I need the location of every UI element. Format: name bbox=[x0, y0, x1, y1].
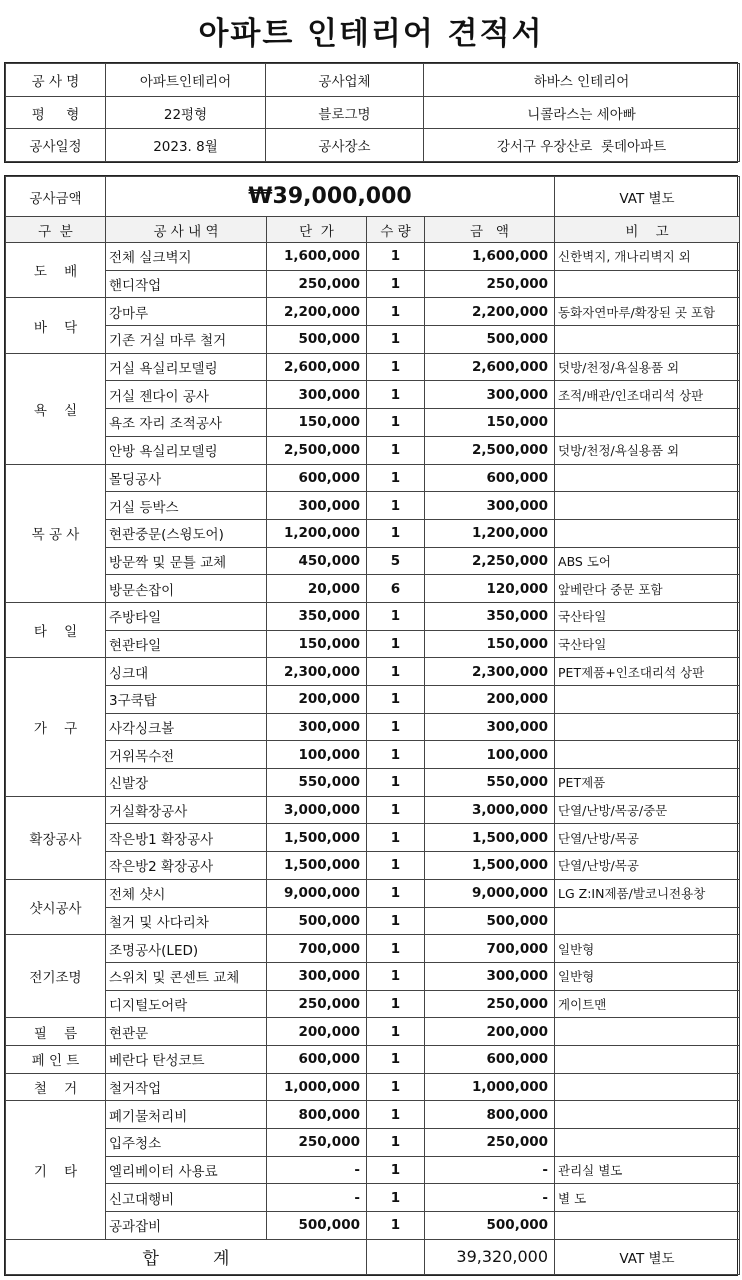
amount-cell: 150,000 bbox=[425, 409, 555, 437]
table-row bbox=[6, 381, 740, 409]
amount-cell: 600,000 bbox=[425, 464, 555, 492]
table-row bbox=[6, 270, 740, 298]
note-cell bbox=[555, 907, 740, 935]
table-row bbox=[6, 658, 740, 686]
unit-price-cell: 20,000 bbox=[267, 575, 367, 603]
table-row bbox=[6, 1129, 740, 1157]
amount-cell: 600,000 bbox=[425, 1045, 555, 1073]
qty-cell: 1 bbox=[367, 1101, 425, 1129]
unit-price-cell: 500,000 bbox=[267, 1212, 367, 1240]
note-cell: 국산타일 bbox=[555, 630, 740, 658]
table-row bbox=[6, 1184, 740, 1212]
qty-cell: 1 bbox=[367, 935, 425, 963]
item-cell: 스위치 및 콘센트 교체 bbox=[106, 962, 267, 990]
unit-price-cell: 500,000 bbox=[267, 907, 367, 935]
unit-price-cell: 700,000 bbox=[267, 935, 367, 963]
note-cell: 신한벽지, 개나리벽지 외 bbox=[555, 243, 740, 271]
qty-cell: 1 bbox=[367, 464, 425, 492]
note-cell bbox=[555, 270, 740, 298]
qty-cell: 1 bbox=[367, 519, 425, 547]
item-cell: 방문손잡이 bbox=[106, 575, 267, 603]
qty-cell: 1 bbox=[367, 270, 425, 298]
note-cell: 동화자연마루/확장된 곳 포함 bbox=[555, 298, 740, 326]
item-cell: 현관문 bbox=[106, 1018, 267, 1046]
info-value: 니콜라스는 세아빠 bbox=[424, 97, 740, 129]
header-note: 비 고 bbox=[555, 217, 740, 243]
note-cell bbox=[555, 492, 740, 520]
qty-cell: 1 bbox=[367, 769, 425, 797]
note-cell bbox=[555, 409, 740, 437]
total-note: VAT 별도 bbox=[555, 1239, 740, 1274]
note-cell: 덧방/천정/욕실용품 외 bbox=[555, 353, 740, 381]
amount-cell: 2,500,000 bbox=[425, 436, 555, 464]
qty-cell: 1 bbox=[367, 1212, 425, 1240]
category-cell: 욕 실 bbox=[6, 353, 106, 464]
table-row bbox=[6, 1018, 740, 1046]
qty-cell: 1 bbox=[367, 436, 425, 464]
table-row bbox=[6, 1212, 740, 1240]
amount-cell: 700,000 bbox=[425, 935, 555, 963]
table-row bbox=[6, 492, 740, 520]
item-cell: 기존 거실 마루 철거 bbox=[106, 326, 267, 354]
qty-cell: 1 bbox=[367, 1018, 425, 1046]
unit-price-cell: 1,200,000 bbox=[267, 519, 367, 547]
category-cell: 페 인 트 bbox=[6, 1045, 106, 1073]
table-row bbox=[6, 464, 740, 492]
note-cell bbox=[555, 713, 740, 741]
unit-price-cell: 2,600,000 bbox=[267, 353, 367, 381]
qty-cell: 1 bbox=[367, 1045, 425, 1073]
page-title: 아파트 인테리어 견적서 bbox=[198, 15, 544, 52]
header-category: 구 분 bbox=[6, 217, 106, 243]
info-row bbox=[6, 97, 740, 129]
table-row bbox=[6, 741, 740, 769]
unit-price-cell: 2,200,000 bbox=[267, 298, 367, 326]
amount-cell: 9,000,000 bbox=[425, 879, 555, 907]
table-row bbox=[6, 326, 740, 354]
table-row bbox=[6, 1045, 740, 1073]
total-label: 합 계 bbox=[6, 1239, 367, 1274]
unit-price-cell: 3,000,000 bbox=[267, 796, 367, 824]
qty-cell: 1 bbox=[367, 824, 425, 852]
info-label: 블로그명 bbox=[266, 97, 424, 129]
item-cell: 작은방1 확장공사 bbox=[106, 824, 267, 852]
qty-cell: 5 bbox=[367, 547, 425, 575]
unit-price-cell: 2,300,000 bbox=[267, 658, 367, 686]
item-cell: 거실 젠다이 공사 bbox=[106, 381, 267, 409]
amount-cell: 350,000 bbox=[425, 602, 555, 630]
info-value: 아파트인테리어 bbox=[106, 64, 266, 97]
qty-cell: 1 bbox=[367, 879, 425, 907]
item-cell: 현관중문(스윙도어) bbox=[106, 519, 267, 547]
info-label: 공사업체 bbox=[266, 64, 424, 97]
info-value: 2023. 8월 bbox=[106, 129, 266, 162]
category-cell: 가 구 bbox=[6, 658, 106, 796]
total-spacer bbox=[367, 1239, 425, 1274]
note-cell: 게이트맨 bbox=[555, 990, 740, 1018]
qty-cell: 1 bbox=[367, 381, 425, 409]
amount-cell: 120,000 bbox=[425, 575, 555, 603]
item-cell: 베란다 탄성코트 bbox=[106, 1045, 267, 1073]
qty-cell: 1 bbox=[367, 602, 425, 630]
item-cell: 핸디작업 bbox=[106, 270, 267, 298]
category-cell: 바 닥 bbox=[6, 298, 106, 353]
header-unit: 단 가 bbox=[267, 217, 367, 243]
note-cell: 단열/난방/목공 bbox=[555, 852, 740, 880]
header-item: 공 사 내 역 bbox=[106, 217, 267, 243]
qty-cell: 1 bbox=[367, 1073, 425, 1101]
info-value: 22평형 bbox=[106, 97, 266, 129]
table-row bbox=[6, 769, 740, 797]
table-row bbox=[6, 519, 740, 547]
qty-cell: 6 bbox=[367, 575, 425, 603]
note-cell bbox=[555, 1129, 740, 1157]
qty-cell: 1 bbox=[367, 353, 425, 381]
note-cell: 앞베란다 중문 포함 bbox=[555, 575, 740, 603]
unit-price-cell: 100,000 bbox=[267, 741, 367, 769]
table-row bbox=[6, 575, 740, 603]
item-cell: 입주청소 bbox=[106, 1129, 267, 1157]
info-row bbox=[6, 64, 740, 97]
total-row bbox=[6, 1239, 740, 1274]
unit-price-cell: 300,000 bbox=[267, 713, 367, 741]
note-cell: 단열/난방/목공/중문 bbox=[555, 796, 740, 824]
amount-cell: 500,000 bbox=[425, 326, 555, 354]
table-row bbox=[6, 1156, 740, 1184]
table-row bbox=[6, 686, 740, 714]
table-row bbox=[6, 547, 740, 575]
unit-price-cell: 200,000 bbox=[267, 1018, 367, 1046]
amount-cell: 500,000 bbox=[425, 1212, 555, 1240]
table-row bbox=[6, 907, 740, 935]
unit-price-cell: 9,000,000 bbox=[267, 879, 367, 907]
unit-price-cell: 200,000 bbox=[267, 686, 367, 714]
amount-cell: 300,000 bbox=[425, 492, 555, 520]
table-row bbox=[6, 602, 740, 630]
item-cell: 사각싱크볼 bbox=[106, 713, 267, 741]
category-cell: 확장공사 bbox=[6, 796, 106, 879]
unit-price-cell: 250,000 bbox=[267, 1129, 367, 1157]
unit-price-cell: 150,000 bbox=[267, 630, 367, 658]
item-cell: 거위목수전 bbox=[106, 741, 267, 769]
amount-cell: 800,000 bbox=[425, 1101, 555, 1129]
item-cell: 전체 실크벽지 bbox=[106, 243, 267, 271]
item-cell: 철거작업 bbox=[106, 1073, 267, 1101]
amount-cell: 200,000 bbox=[425, 686, 555, 714]
unit-price-cell: 500,000 bbox=[267, 326, 367, 354]
category-cell: 전기조명 bbox=[6, 935, 106, 1018]
info-label: 공 사 명 bbox=[6, 64, 106, 97]
header-amount: 금 액 bbox=[425, 217, 555, 243]
note-cell bbox=[555, 741, 740, 769]
table-row bbox=[6, 436, 740, 464]
item-cell: 디지털도어락 bbox=[106, 990, 267, 1018]
note-cell bbox=[555, 1101, 740, 1129]
amount-row bbox=[6, 177, 740, 217]
info-table bbox=[5, 63, 740, 162]
qty-cell: 1 bbox=[367, 630, 425, 658]
note-cell bbox=[555, 1018, 740, 1046]
amount-cell: 1,000,000 bbox=[425, 1073, 555, 1101]
table-row bbox=[6, 935, 740, 963]
category-cell: 철 거 bbox=[6, 1073, 106, 1101]
unit-price-cell: 600,000 bbox=[267, 1045, 367, 1073]
item-cell: 거실 욕실리모델링 bbox=[106, 353, 267, 381]
amount-cell: 100,000 bbox=[425, 741, 555, 769]
note-cell: 덧방/천정/욕실용품 외 bbox=[555, 436, 740, 464]
amount-cell: 300,000 bbox=[425, 962, 555, 990]
amount-cell: - bbox=[425, 1184, 555, 1212]
amount-cell: 250,000 bbox=[425, 1129, 555, 1157]
note-cell: PET제품+인조대리석 상판 bbox=[555, 658, 740, 686]
amount-cell: 300,000 bbox=[425, 713, 555, 741]
qty-cell: 1 bbox=[367, 907, 425, 935]
table-row bbox=[6, 298, 740, 326]
category-cell: 타 일 bbox=[6, 602, 106, 657]
qty-cell: 1 bbox=[367, 298, 425, 326]
header-qty: 수 량 bbox=[367, 217, 425, 243]
item-cell: 공과잡비 bbox=[106, 1212, 267, 1240]
amount-cell: 1,500,000 bbox=[425, 852, 555, 880]
item-cell: 방문짝 및 문틀 교체 bbox=[106, 547, 267, 575]
total-amount: 39,320,000 bbox=[425, 1239, 555, 1274]
note-cell: PET제품 bbox=[555, 769, 740, 797]
note-cell: LG Z:IN제품/발코니전용창 bbox=[555, 879, 740, 907]
info-block bbox=[4, 62, 738, 163]
amount-cell: 2,250,000 bbox=[425, 547, 555, 575]
qty-cell: 1 bbox=[367, 658, 425, 686]
header-row bbox=[6, 217, 740, 243]
table-row bbox=[6, 713, 740, 741]
note-cell bbox=[555, 464, 740, 492]
item-cell: 주방타일 bbox=[106, 602, 267, 630]
info-label: 공사장소 bbox=[266, 129, 424, 162]
qty-cell: 1 bbox=[367, 962, 425, 990]
note-cell: 관리실 별도 bbox=[555, 1156, 740, 1184]
note-cell bbox=[555, 1212, 740, 1240]
table-row bbox=[6, 353, 740, 381]
item-cell: 3구쿡탑 bbox=[106, 686, 267, 714]
item-cell: 욕조 자리 조적공사 bbox=[106, 409, 267, 437]
note-cell: 국산타일 bbox=[555, 602, 740, 630]
item-cell: 안방 욕실리모델링 bbox=[106, 436, 267, 464]
amount-note: VAT 별도 bbox=[555, 177, 740, 217]
info-value: 하바스 인테리어 bbox=[424, 64, 740, 97]
unit-price-cell: 350,000 bbox=[267, 602, 367, 630]
info-value: 강서구 우장산로 롯데아파트 bbox=[424, 129, 740, 162]
table-row bbox=[6, 824, 740, 852]
info-row bbox=[6, 129, 740, 162]
item-cell: 몰딩공사 bbox=[106, 464, 267, 492]
unit-price-cell: 1,000,000 bbox=[267, 1073, 367, 1101]
table-row bbox=[6, 962, 740, 990]
note-cell bbox=[555, 686, 740, 714]
category-cell: 필 름 bbox=[6, 1018, 106, 1046]
unit-price-cell: 600,000 bbox=[267, 464, 367, 492]
amount-cell: 2,200,000 bbox=[425, 298, 555, 326]
unit-price-cell: 300,000 bbox=[267, 962, 367, 990]
unit-price-cell: 1,500,000 bbox=[267, 852, 367, 880]
estimate-table bbox=[5, 176, 740, 1275]
item-cell: 싱크대 bbox=[106, 658, 267, 686]
note-cell: 일반형 bbox=[555, 935, 740, 963]
qty-cell: 1 bbox=[367, 686, 425, 714]
unit-price-cell: 300,000 bbox=[267, 492, 367, 520]
category-cell: 도 배 bbox=[6, 243, 106, 298]
category-cell: 기 타 bbox=[6, 1101, 106, 1239]
qty-cell: 1 bbox=[367, 852, 425, 880]
item-cell: 거실 등박스 bbox=[106, 492, 267, 520]
unit-price-cell: 2,500,000 bbox=[267, 436, 367, 464]
amount-cell: 250,000 bbox=[425, 270, 555, 298]
unit-price-cell: 1,500,000 bbox=[267, 824, 367, 852]
estimate-rows bbox=[6, 243, 740, 1240]
qty-cell: 1 bbox=[367, 326, 425, 354]
category-cell: 샷시공사 bbox=[6, 879, 106, 934]
amount-cell: 1,200,000 bbox=[425, 519, 555, 547]
amount-cell: 3,000,000 bbox=[425, 796, 555, 824]
item-cell: 신발장 bbox=[106, 769, 267, 797]
amount-cell: 500,000 bbox=[425, 907, 555, 935]
amount-cell: 2,300,000 bbox=[425, 658, 555, 686]
note-cell: 단열/난방/목공 bbox=[555, 824, 740, 852]
category-cell: 목 공 사 bbox=[6, 464, 106, 602]
amount-cell: 150,000 bbox=[425, 630, 555, 658]
note-cell bbox=[555, 1073, 740, 1101]
amount-value: ₩39,000,000 bbox=[106, 177, 555, 217]
item-cell: 강마루 bbox=[106, 298, 267, 326]
item-cell: 전체 샷시 bbox=[106, 879, 267, 907]
item-cell: 엘리베이터 사용료 bbox=[106, 1156, 267, 1184]
amount-cell: 2,600,000 bbox=[425, 353, 555, 381]
amount-cell: 1,600,000 bbox=[425, 243, 555, 271]
table-row bbox=[6, 243, 740, 271]
unit-price-cell: 550,000 bbox=[267, 769, 367, 797]
item-cell: 신고대행비 bbox=[106, 1184, 267, 1212]
qty-cell: 1 bbox=[367, 1129, 425, 1157]
qty-cell: 1 bbox=[367, 741, 425, 769]
table-row bbox=[6, 852, 740, 880]
note-cell bbox=[555, 1045, 740, 1073]
note-cell: ABS 도어 bbox=[555, 547, 740, 575]
unit-price-cell: 250,000 bbox=[267, 990, 367, 1018]
info-label: 공사일정 bbox=[6, 129, 106, 162]
unit-price-cell: 250,000 bbox=[267, 270, 367, 298]
unit-price-cell: - bbox=[267, 1184, 367, 1212]
item-cell: 작은방2 확장공사 bbox=[106, 852, 267, 880]
note-cell bbox=[555, 326, 740, 354]
unit-price-cell: - bbox=[267, 1156, 367, 1184]
qty-cell: 1 bbox=[367, 796, 425, 824]
note-cell: 조적/배관/인조대리석 상판 bbox=[555, 381, 740, 409]
item-cell: 조명공사(LED) bbox=[106, 935, 267, 963]
item-cell: 현관타일 bbox=[106, 630, 267, 658]
item-cell: 거실확장공사 bbox=[106, 796, 267, 824]
table-row bbox=[6, 879, 740, 907]
note-cell: 일반형 bbox=[555, 962, 740, 990]
amount-cell: - bbox=[425, 1156, 555, 1184]
qty-cell: 1 bbox=[367, 713, 425, 741]
amount-label: 공사금액 bbox=[6, 177, 106, 217]
qty-cell: 1 bbox=[367, 409, 425, 437]
unit-price-cell: 450,000 bbox=[267, 547, 367, 575]
unit-price-cell: 1,600,000 bbox=[267, 243, 367, 271]
amount-cell: 1,500,000 bbox=[425, 824, 555, 852]
amount-cell: 200,000 bbox=[425, 1018, 555, 1046]
unit-price-cell: 300,000 bbox=[267, 381, 367, 409]
item-cell: 철거 및 사다리차 bbox=[106, 907, 267, 935]
table-row bbox=[6, 796, 740, 824]
table-row bbox=[6, 990, 740, 1018]
info-label: 평 형 bbox=[6, 97, 106, 129]
qty-cell: 1 bbox=[367, 243, 425, 271]
qty-cell: 1 bbox=[367, 1184, 425, 1212]
amount-cell: 550,000 bbox=[425, 769, 555, 797]
note-cell bbox=[555, 519, 740, 547]
table-row bbox=[6, 1101, 740, 1129]
estimate-block bbox=[4, 175, 738, 1276]
unit-price-cell: 150,000 bbox=[267, 409, 367, 437]
qty-cell: 1 bbox=[367, 1156, 425, 1184]
amount-cell: 300,000 bbox=[425, 381, 555, 409]
unit-price-cell: 800,000 bbox=[267, 1101, 367, 1129]
table-row bbox=[6, 630, 740, 658]
qty-cell: 1 bbox=[367, 990, 425, 1018]
item-cell: 폐기물처리비 bbox=[106, 1101, 267, 1129]
table-row bbox=[6, 1073, 740, 1101]
amount-cell: 250,000 bbox=[425, 990, 555, 1018]
table-row bbox=[6, 409, 740, 437]
note-cell: 별 도 bbox=[555, 1184, 740, 1212]
qty-cell: 1 bbox=[367, 492, 425, 520]
